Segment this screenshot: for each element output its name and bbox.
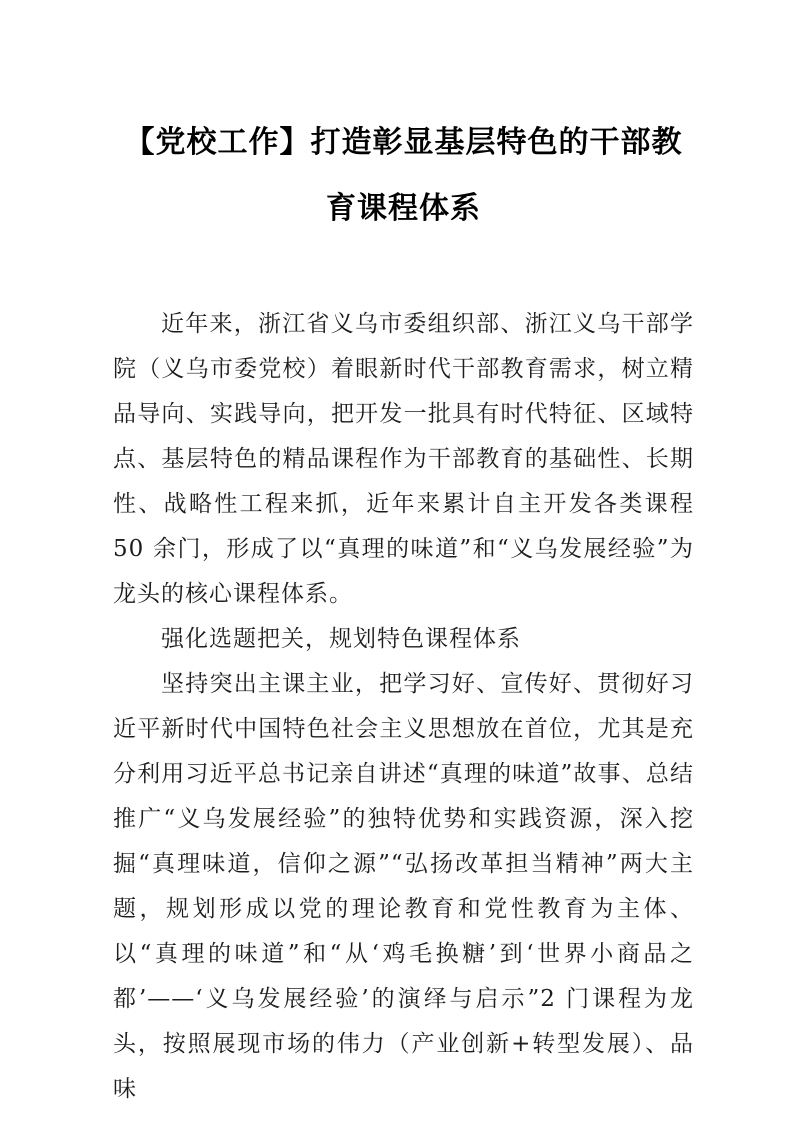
- document-body: [113, 302, 694, 1112]
- section-heading: 强化选题把关，规划特色课程体系: [161, 626, 521, 652]
- paragraph-intro: 近年来，浙江省义乌市委组织部、浙江义乌干部学院（义乌市委党校）着眼新时代干部教育需求，树立精品导向、实践导向，把开发一批具有时代特征、区域特点、基层特色的精品课程作为干部教育的基础性、长期性、战略性工程来抓，近年来累计自主开发各类课程 50 余门，形成了以“真理的味道”和“义乌发展经验”为龙头的核心课程体系。: [113, 311, 694, 607]
- document-title: 【党校工作】打造彰显基层特色的干部教育课程体系: [124, 125, 683, 226]
- paragraph-body: 坚持突出主课主业，把学习好、宣传好、贯彻好习近平新时代中国特色社会主义思想放在首位，尤其是充分利用习近平总书记亲自讲述“真理的味道”故事、总结推广“义乌发展经验”的独特优势和实践资源，深入挖掘“真理味道，信仰之源”“弘扬改革担当精神”两大主题，规划形成以党的理论教育和党性教育为主体、以“真理的味道”和“从‘鸡毛换糖’到‘世界小商品之都’——‘义乌发展经验’的演绎与启示”2 门课程为龙头，按照展现市场的伟力（产业创新+转型发展）、品味: [113, 671, 694, 1102]
